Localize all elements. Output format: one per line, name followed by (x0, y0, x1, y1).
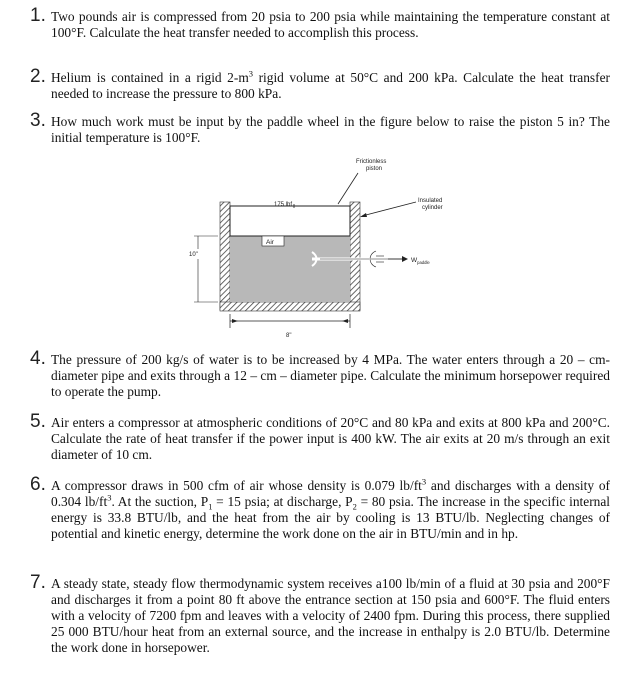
problem-2 (30, 66, 610, 102)
height-dimension: 10" (189, 252, 198, 258)
problem-text: A steady state, steady flow thermodynamic system receives a100 lb/min of a fluid at 30 psia and 200°F and discharges it from a point 80 ft above the entrance section at 150 psia and 600°F. The fluid enters with a velocity of 7200 fpm and leaves with a velocity of 2400 fpm. During this process, there supplied 25 000 BTU/hour heat from an external source, and the increase in enthalpy is 2.0 BTU/lb. Determine the work done in horsepower. (51, 576, 610, 655)
problem-number: 4. (30, 348, 46, 369)
problem-number: 5. (30, 411, 46, 432)
problem-text: Two pounds air is compressed from 20 psia to 200 psia while maintaining the temperature constant at 100°F. Calculate the heat transfer needed to accomplish this process. (51, 9, 610, 40)
piston-cylinder-figure (162, 156, 462, 346)
air-label: Air (266, 239, 274, 246)
paddle-work-label: $W_{paddle}$ (411, 257, 430, 265)
problem-3 (30, 110, 610, 146)
air-chamber (230, 236, 350, 302)
width-dimension: 8" (286, 333, 292, 339)
problem-4 (30, 348, 610, 400)
frictionless-label: Frictionless (356, 159, 387, 165)
cylinder-right-wall (350, 202, 360, 310)
problem-text: Helium is contained in a rigid $2-m^3$ rigid volume at 50°C and 200 kPa. Calculate the heat transfer needed to increase the pressure to 800 kPa. (51, 68, 610, 101)
problem-number: 7. (30, 572, 46, 593)
problem-number: 1. (30, 5, 46, 26)
problem-6 (30, 474, 611, 542)
problem-text: The pressure of 200 kg/s of water is to be increased by 4 MPa. The water enters through a 20 – cm- diameter pipe and exits through a 12 – cm – diameter pipe. Calculate the minimum horsepower required to operate the pump. (51, 352, 610, 399)
problem-text: Air enters a compressor at atmospheric conditions of 20°C and 80 kPa and exits at 800 kPa and 200°C. Calculate the rate of heat transfer if the power input is 400 kW. The air exits at 20 m/s through an exit diameter of 10 cm. (51, 415, 610, 462)
svg-text:cylinder: cylinder (422, 205, 443, 211)
piston (230, 206, 350, 236)
insulated-label: Insulated (418, 198, 443, 204)
problem-number: 6. (30, 474, 46, 495)
problem-number: 2. (30, 66, 46, 87)
load-label: 175 lbf (274, 202, 293, 208)
problem-text: A compressor draws in 500 cfm of air whose density is 0.079 $lb/ft^3$ and discharges with a density of 0.304 $lb/ft^3$. At the suction, $P_1 = 15$ psia; at discharge, $P_2 = 80$ psia. The increase in the specific internal energy is 33.8 BTU/lb, and the heat from the air by cooling is 13 BTU/lb. Neglecting changes of potential and kinetic energy, determine the work done on the air in BTU/min and in hp. (51, 476, 611, 541)
problem-1 (30, 5, 610, 41)
svg-text:piston: piston (366, 166, 383, 172)
insulated-leader (362, 202, 416, 216)
cylinder-left-wall (220, 202, 230, 310)
cylinder-bottom-wall (220, 302, 360, 311)
problem-7 (30, 572, 610, 656)
frictionless-leader (338, 173, 358, 204)
problem-number: 3. (30, 110, 46, 131)
problem-text: How much work must be input by the paddle wheel in the figure below to raise the piston 5 in? The initial temperature is 100°F. (51, 114, 610, 145)
problem-5 (30, 411, 610, 463)
